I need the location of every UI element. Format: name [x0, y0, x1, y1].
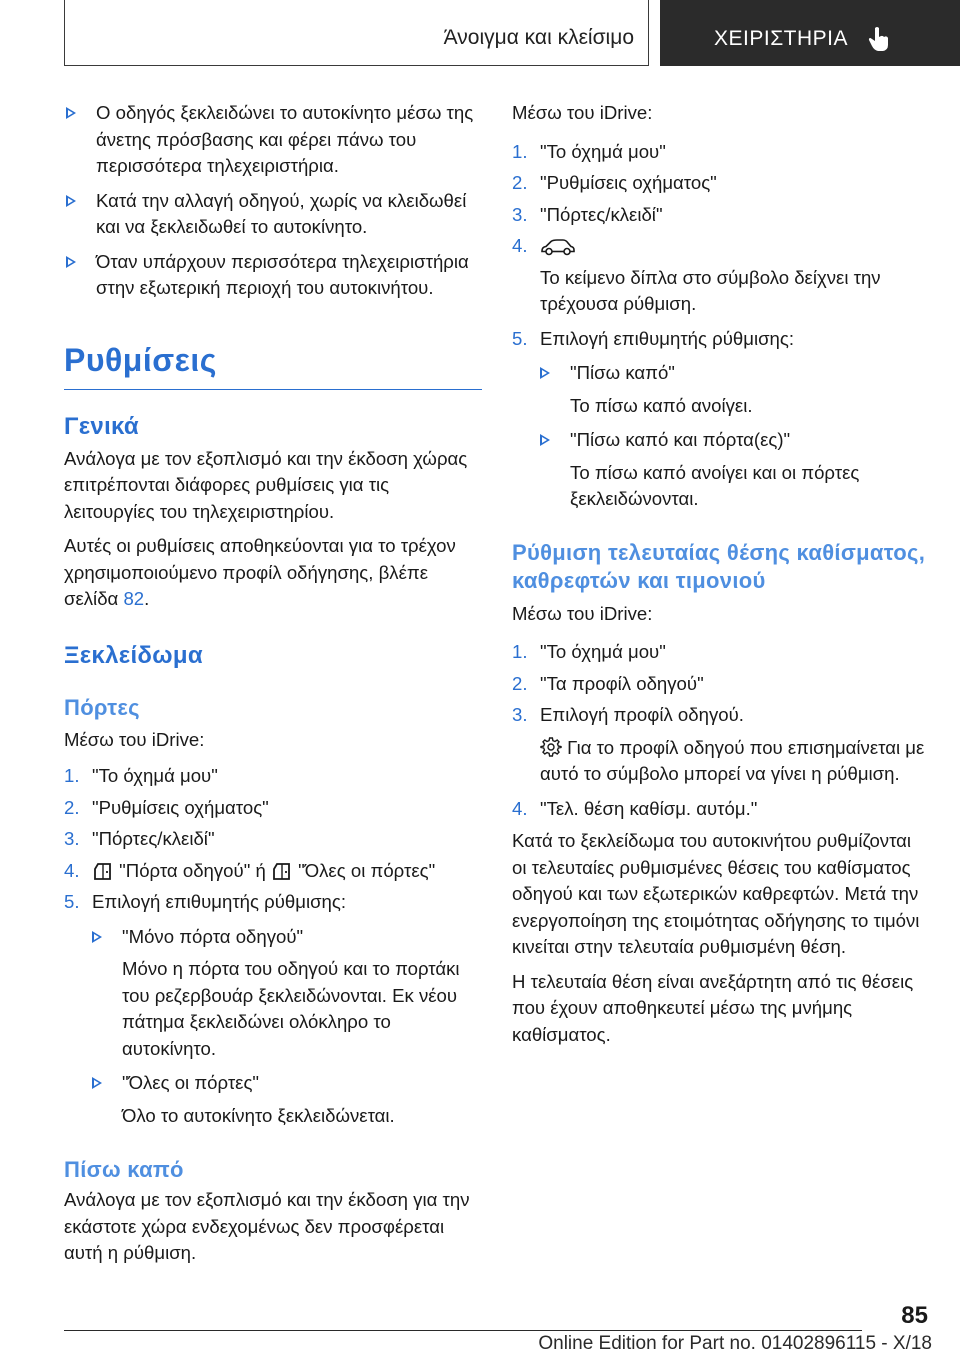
step-description: Το κείμενο δίπλα στο σύμβολο δείχνει την τρέχουσα ρύθμιση.	[540, 266, 881, 314]
via-idrive-label: Μέσω του iDrive:	[512, 602, 653, 624]
option-description: Το πίσω καπό ανοίγει και οι πόρτες ξεκλειδώνονται.	[570, 461, 860, 509]
general-paragraph: Ανάλογα με τον εξοπλισμό και την έκδοση χώρας επιτρέπονται διάφορες ρυθμίσεις για τις λειτουργίες του τηλεχειριστηρίου.	[64, 447, 468, 522]
header-manual-label: ΧΕΙΡΙΣΤΗΡΙΑ	[714, 27, 849, 50]
option-description: Όλο το αυτοκίνητο ξεκλειδώνεται.	[122, 1104, 395, 1126]
unlock-heading: Ξεκλείδωμα	[64, 641, 203, 669]
option-description: Μόνο η πόρτα του οδηγού και το πορτάκι του ρεζερβουάρ ξεκλειδώνονται. Εκ νέου πάτημα ξεκλειδώνει ολόκληρο το αυτοκίνητο.	[122, 958, 460, 1059]
step-item: 3. "Πόρτες/κλειδί"	[64, 828, 215, 849]
step-item: 5. Επιλογή επιθυμητής ρύθμισης:	[512, 327, 795, 349]
step-item: 4.	[512, 233, 930, 260]
footer-divider	[64, 1330, 862, 1331]
option-item: "Πίσω καπό"	[512, 360, 930, 387]
step-item: 2. "Τα προφίλ οδηγού"	[512, 672, 704, 694]
step-item: 1. "Το όχημά μου"	[64, 765, 218, 786]
header-manual-box	[660, 0, 960, 66]
settings-heading: Ρυθμίσεις	[64, 342, 482, 390]
memory-paragraph: Κατά το ξεκλείδωμα του αυτοκινήτου ρυθμίζονται οι τελευταίες ρυθμισμένες θέσεις του καθίσματος οδηγού και των εξωτερικών καθρεφτών. Μετά την ενεργοποίηση της ετοιμότητας οδήγησης το τιμόνι κινείται στην τελευταία ρυθμισμένη θέση.	[512, 830, 920, 957]
right-column	[512, 100, 930, 1048]
step-item: 2. "Ρυθμίσεις οχήματος"	[64, 796, 269, 818]
step-item: 4. "Πόρτα οδηγού" ή "Όλες οι πόρτες"	[64, 859, 436, 881]
option-item: "Πίσω καπό και πόρτα(ες)"	[512, 427, 930, 454]
left-column	[64, 100, 482, 1267]
step-item: 3. "Πόρτες/κλειδί"	[512, 203, 663, 225]
bullet-item: Όταν υπάρχουν περισσότερα τηλεχειριστήρια στην εξωτερική περιοχή του αυτοκινήτου.	[64, 249, 482, 302]
via-idrive-label: Μέσω του iDrive:	[512, 102, 653, 123]
hand-pointer-icon	[867, 26, 891, 52]
memory-paragraph-2: Η τελευταία θέση είναι ανεξάρτητη από τις θέσεις που έχουν αποθηκευτεί μέσω της μνήμης καθίσματος.	[512, 970, 914, 1045]
general-paragraph-2: Αυτές οι ρυθμίσεις αποθηκεύονται για το τρέχον χρησιμοποιούμενο προφίλ οδήγησης, βλέπε σελίδα 82.	[64, 535, 456, 609]
bullet-triangle-icon	[92, 1077, 102, 1089]
tailgate-heading: Πίσω καπό	[64, 1157, 184, 1182]
bullet-item: Ο οδηγός ξεκλειδώνει το αυτοκίνητο μέσω της άνετης πρόσβασης και φέρει πάνω του περισσότερα τηλεχειριστήρια.	[64, 100, 482, 180]
bullet-triangle-icon	[66, 256, 76, 268]
option-description: Το πίσω καπό ανοίγει.	[570, 394, 753, 416]
option-item: "Μόνο πόρτα οδηγού"	[64, 924, 482, 951]
step-item: 4. "Τελ. θέση καθίσμ. αυτόμ."	[512, 797, 758, 819]
step-item: 3. Επιλογή προφίλ οδηγού.	[512, 704, 744, 725]
step-item: 5. Επιλογή επιθυμητής ρύθμισης:	[64, 891, 347, 912]
header-section-title: Άνοιγμα και κλείσιμο	[443, 26, 634, 49]
door-icon	[92, 861, 114, 881]
gear-icon	[540, 736, 562, 758]
via-idrive-label: Μέσω του iDrive:	[64, 728, 205, 750]
step-item: 1. "Το όχημά μου"	[512, 641, 666, 662]
step-item: 2. "Ρυθμίσεις οχήματος"	[512, 172, 717, 193]
footer-edition: Online Edition for Part no. 01402896115 - X/18	[538, 1333, 932, 1354]
header-section-box	[64, 0, 649, 66]
doors-heading: Πόρτες	[64, 694, 140, 720]
bullet-triangle-icon	[66, 107, 76, 119]
page-header	[64, 0, 960, 66]
step-note: Για το προφίλ οδηγού που επισημαίνεται με αυτό το σύμβολο μπορεί να γίνει η ρύθμιση.	[540, 736, 925, 784]
bullet-triangle-icon	[92, 931, 102, 943]
general-heading: Γενικά	[64, 412, 139, 440]
tailgate-paragraph: Ανάλογα με τον εξοπλισμό και την έκδοση για την εκάστοτε χώρα ενδεχομένως δεν προσφέρεται αυτή η ρύθμιση.	[64, 1189, 470, 1263]
step-item: 1. "Το όχημά μου"	[512, 140, 666, 162]
bullet-item: Κατά την αλλαγή οδηγού, χωρίς να κλειδωθεί και να ξεκλειδωθεί το αυτοκίνητο.	[64, 188, 482, 241]
page-reference-link[interactable]: 82	[123, 588, 145, 609]
car-icon	[540, 238, 576, 256]
door-icon	[271, 861, 293, 881]
page-number: 85	[901, 1302, 928, 1329]
memory-heading: Ρύθμιση τελευταίας θέσης καθίσματος, καθρεφτών και τιμονιού	[512, 539, 926, 593]
bullet-triangle-icon	[540, 434, 550, 446]
option-item: "Όλες οι πόρτες"	[64, 1070, 482, 1097]
bullet-triangle-icon	[66, 195, 76, 207]
bullet-triangle-icon	[540, 367, 550, 379]
